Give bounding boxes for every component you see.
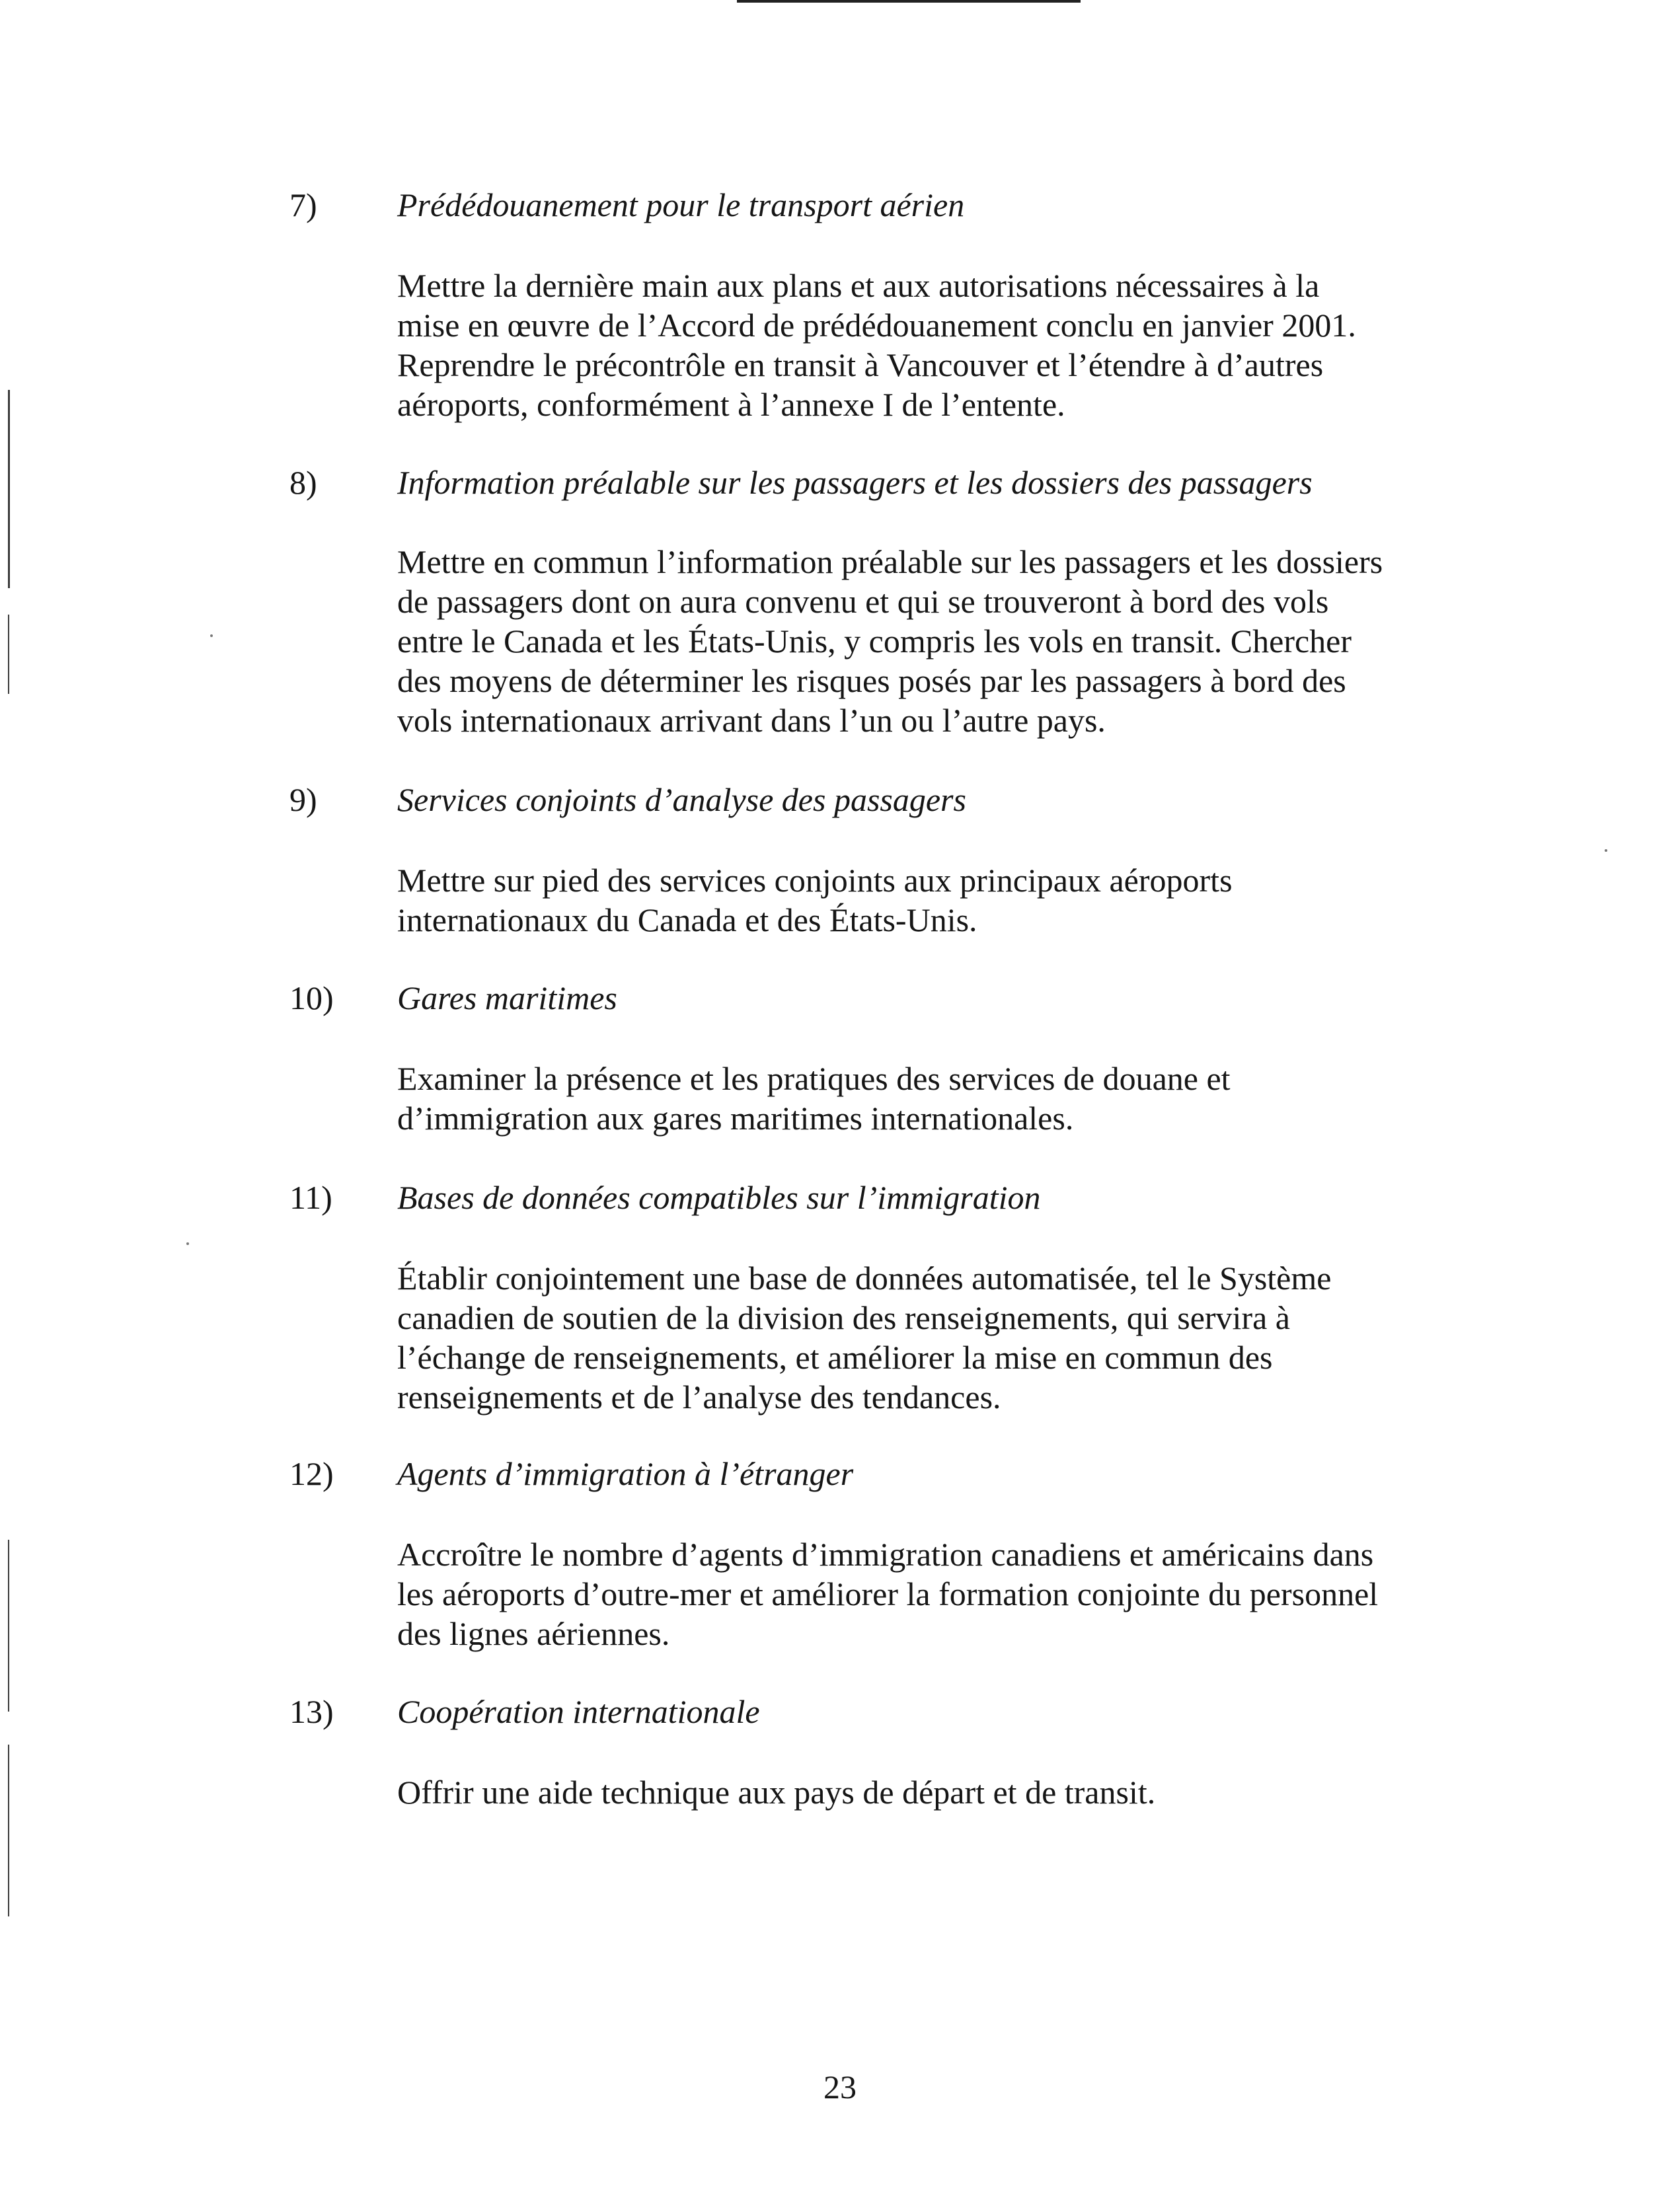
item-body — [397, 1059, 1428, 1138]
body-line: vols internationaux arrivant dans l’un ou l’autre pays. — [397, 702, 1106, 739]
item-number: 12) — [289, 1455, 334, 1492]
body-line: de passagers dont on aura convenu et qui se trouveront à bord des vols — [397, 583, 1329, 620]
body-line: d’immigration aux gares maritimes internationales. — [397, 1100, 1074, 1137]
body-line: des lignes aériennes. — [397, 1615, 670, 1652]
item-heading: Agents d’immigration à l’étranger — [397, 1455, 854, 1492]
item-heading: Prédédouanement pour le transport aérien — [397, 186, 965, 223]
scan-speck — [186, 1242, 189, 1245]
body-line: mise en œuvre de l’Accord de prédédouanement conclu en janvier 2001. — [397, 307, 1356, 344]
item-body — [397, 860, 1428, 940]
body-line: entre le Canada et les États-Unis, y compris les vols en transit. Chercher — [397, 623, 1352, 660]
body-line: renseignements et de l’analyse des tendances. — [397, 1379, 1001, 1416]
item-number: 7) — [289, 186, 317, 223]
body-line: Examiner la présence et les pratiques des services de douane et — [397, 1060, 1231, 1097]
item-body — [397, 1534, 1428, 1653]
body-line: Mettre sur pied des services conjoints aux principaux aéroports — [397, 862, 1233, 899]
item-number: 11) — [289, 1179, 332, 1216]
scan-top-rule — [737, 0, 1081, 3]
item-body — [397, 1772, 1428, 1812]
item-number: 9) — [289, 781, 317, 818]
item-heading: Coopération internationale — [397, 1693, 760, 1730]
scan-speck — [1605, 849, 1607, 852]
body-line: Mettre la dernière main aux plans et aux autorisations nécessaires à la — [397, 267, 1320, 304]
body-line: Accroître le nombre d’agents d’immigration canadiens et américains dans — [397, 1536, 1374, 1573]
scan-edge-mark — [8, 1540, 9, 1712]
item-heading: Gares maritimes — [397, 979, 617, 1016]
body-line: les aéroports d’outre-mer et améliorer la formation conjointe du personnel — [397, 1575, 1379, 1612]
scan-edge-mark — [8, 615, 9, 694]
body-line: des moyens de déterminer les risques posés par les passagers à bord des — [397, 662, 1346, 699]
item-heading: Bases de données compatibles sur l’immigration — [397, 1179, 1041, 1216]
item-body — [397, 266, 1428, 424]
item-body — [397, 542, 1428, 740]
item-body — [397, 1258, 1428, 1417]
scan-edge-mark — [8, 390, 10, 588]
item-heading: Services conjoints d’analyse des passagers — [397, 781, 966, 818]
body-line: Mettre en commun l’information préalable sur les passagers et les dossiers — [397, 543, 1383, 580]
item-number: 13) — [289, 1693, 334, 1730]
body-line: l’échange de renseignements, et améliorer la mise en commun des — [397, 1339, 1273, 1376]
body-line: Offrir une aide technique aux pays de départ et de transit. — [397, 1774, 1156, 1811]
body-line: Reprendre le précontrôle en transit à Vancouver et l’étendre à d’autres — [397, 346, 1324, 383]
body-line: aéroports, conformément à l’annexe I de l’entente. — [397, 386, 1065, 423]
item-number: 10) — [289, 979, 334, 1016]
scan-edge-mark — [8, 1745, 9, 1916]
scan-speck — [210, 634, 213, 637]
item-number: 8) — [289, 464, 317, 501]
body-line: internationaux du Canada et des États-Unis. — [397, 901, 977, 938]
body-line: Établir conjointement une base de données automatisée, tel le Système — [397, 1260, 1332, 1297]
page-number: 23 — [823, 2068, 857, 2105]
body-line: canadien de soutien de la division des renseignements, qui servira à — [397, 1299, 1290, 1336]
item-heading: Information préalable sur les passagers et les dossiers des passagers — [397, 464, 1313, 501]
